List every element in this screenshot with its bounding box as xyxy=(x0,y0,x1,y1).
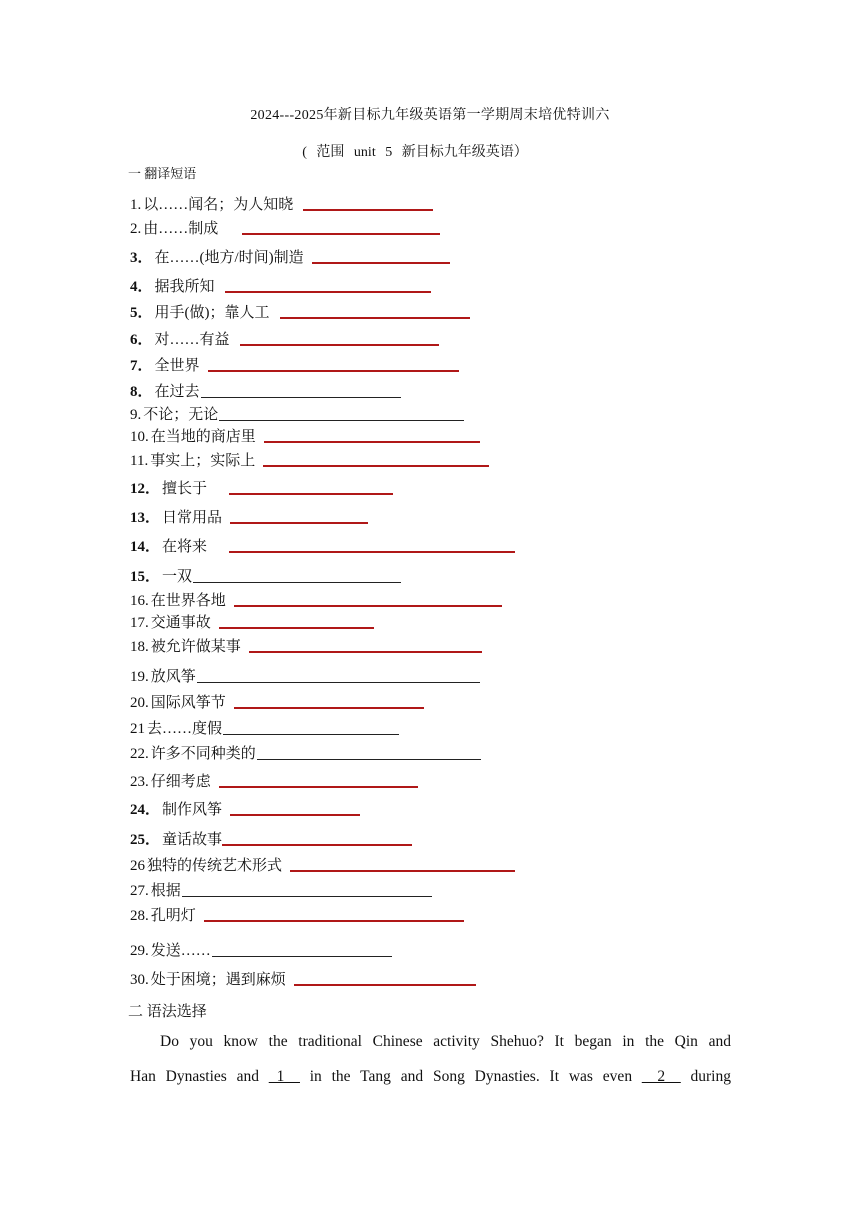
answer-blank[interactable] xyxy=(312,262,450,264)
section-heading-grammar: 二 语法选择 xyxy=(128,1004,207,1020)
answer-blank[interactable] xyxy=(222,844,412,846)
phrase-text: 擅长于 xyxy=(162,481,208,497)
phrase-text: 在世界各地 xyxy=(150,593,226,609)
answer-blank[interactable] xyxy=(219,627,374,629)
answer-blank[interactable] xyxy=(240,344,439,346)
phrase-text: 全世界 xyxy=(154,358,200,374)
answer-blank[interactable] xyxy=(182,896,432,897)
answer-blank[interactable] xyxy=(294,984,476,986)
answer-blank[interactable] xyxy=(230,814,360,816)
answer-blank[interactable] xyxy=(212,956,392,957)
phrase-text: 去……度假 xyxy=(147,721,223,737)
answer-blank[interactable] xyxy=(219,786,418,788)
phrase-item: 29. 发送…… xyxy=(130,940,392,960)
grammar-blank-2[interactable]: __2__ xyxy=(641,1068,681,1085)
phrase-item: 23. 仔细考虑 xyxy=(130,771,418,791)
phrase-item: 2. 由……制成 xyxy=(130,218,440,238)
phrase-item: 7． 全世界 xyxy=(130,355,459,375)
phrase-item: 11. 事实上；实际上 xyxy=(130,450,489,470)
phrase-item: 16. 在世界各地 xyxy=(130,590,502,610)
answer-blank[interactable] xyxy=(290,870,515,872)
phrase-item: 10. 在当地的商店里 xyxy=(130,426,480,446)
phrase-item: 28. 孔明灯 xyxy=(130,905,464,925)
phrase-item: 25． 童话故事 xyxy=(130,829,412,849)
answer-blank[interactable] xyxy=(201,397,401,398)
phrase-item: 19. 放风筝 xyxy=(130,666,480,686)
phrase-item: 22. 许多不同种类的 xyxy=(130,743,481,763)
phrase-item: 15． 一双 xyxy=(130,566,401,586)
phrase-text: 事实上；实际上 xyxy=(150,453,256,469)
answer-blank[interactable] xyxy=(229,493,393,495)
phrase-text: 日常用品 xyxy=(162,510,223,526)
phrase-text: 一双 xyxy=(162,569,193,585)
answer-blank[interactable] xyxy=(223,734,399,735)
phrase-text: 童话故事 xyxy=(162,832,223,848)
answer-blank[interactable] xyxy=(204,920,464,922)
answer-blank[interactable] xyxy=(264,441,480,443)
phrase-text: 在过去 xyxy=(154,384,200,400)
phrase-item: 18. 被允许做某事 xyxy=(130,636,482,656)
phrase-text: 仔细考虑 xyxy=(150,774,211,790)
answer-blank[interactable] xyxy=(263,465,489,467)
passage-line: Do you know the traditional Chinese activity Shehuo? It began in the Qin and xyxy=(160,1033,731,1050)
phrase-item: 17. 交通事故 xyxy=(130,612,374,632)
answer-blank[interactable] xyxy=(229,551,515,553)
phrase-text: 交通事故 xyxy=(150,615,211,631)
phrase-item: 6． 对……有益 xyxy=(130,329,439,349)
phrase-item: 30. 处于困境；遇到麻烦 xyxy=(130,969,476,989)
phrase-item: 13． 日常用品 xyxy=(130,507,368,527)
answer-blank[interactable] xyxy=(242,233,440,235)
phrase-text: 处于困境；遇到麻烦 xyxy=(150,972,286,988)
answer-blank[interactable] xyxy=(208,370,459,372)
phrase-text: 用手(做)；靠人工 xyxy=(154,305,270,321)
answer-blank[interactable] xyxy=(303,209,433,211)
phrase-text: 被允许做某事 xyxy=(150,639,241,655)
phrase-text: 据我所知 xyxy=(154,279,215,295)
phrase-text: 由……制成 xyxy=(143,221,219,237)
phrase-text: 根据 xyxy=(150,883,181,899)
phrase-item: 14． 在将来 xyxy=(130,536,515,556)
phrase-item: 8． 在过去 xyxy=(130,381,401,401)
phrase-text: 在将来 xyxy=(162,539,208,555)
answer-blank[interactable] xyxy=(193,582,401,583)
section-heading-translation: 一 翻译短语 xyxy=(128,166,197,181)
phrase-item: 5． 用手(做)；靠人工 xyxy=(130,302,470,322)
phrase-text: 国际风筝节 xyxy=(150,695,226,711)
phrase-text: 在当地的商店里 xyxy=(150,429,256,445)
worksheet-title: 2024---2025年新目标九年级英语第一学期周末培优特训六 xyxy=(250,108,610,123)
phrase-text: 不论；无论 xyxy=(143,407,219,423)
worksheet-subtitle: ( 范围 unit 5 新目标九年级英语） xyxy=(302,145,528,160)
phrase-item: 1. 以……闻名；为人知晓 xyxy=(130,194,433,214)
phrase-text: 对……有益 xyxy=(154,332,230,348)
answer-blank[interactable] xyxy=(280,317,470,319)
phrase-item: 21 去……度假 xyxy=(130,718,399,738)
grammar-blank-1[interactable]: _1__ xyxy=(268,1068,300,1085)
answer-blank[interactable] xyxy=(219,420,464,421)
phrase-item: 3． 在……(地方/时间)制造 xyxy=(130,247,450,267)
answer-blank[interactable] xyxy=(230,522,368,524)
passage-line: Han Dynasties and _1__ in the Tang and Song Dynasties. It was even __2__ during xyxy=(130,1068,731,1085)
phrase-item: 9. 不论；无论 xyxy=(130,404,464,424)
phrase-item: 26 独特的传统艺术形式 xyxy=(130,855,515,875)
answer-blank[interactable] xyxy=(197,682,480,683)
phrase-text: 以……闻名；为人知晓 xyxy=(143,197,294,213)
answer-blank[interactable] xyxy=(249,651,482,653)
phrase-item: 20. 国际风筝节 xyxy=(130,692,424,712)
phrase-item: 27. 根据 xyxy=(130,880,432,900)
answer-blank[interactable] xyxy=(225,291,431,293)
phrase-text: 制作风筝 xyxy=(162,802,223,818)
phrase-item: 4． 据我所知 xyxy=(130,276,431,296)
phrase-text: 发送…… xyxy=(150,943,211,959)
phrase-text: 放风筝 xyxy=(150,669,196,685)
phrase-text: 孔明灯 xyxy=(150,908,196,924)
phrase-item: 24． 制作风筝 xyxy=(130,799,360,819)
phrase-item: 12． 擅长于 xyxy=(130,478,393,498)
phrase-text: 独特的传统艺术形式 xyxy=(147,858,283,874)
answer-blank[interactable] xyxy=(234,707,424,709)
answer-blank[interactable] xyxy=(257,759,481,760)
answer-blank[interactable] xyxy=(234,605,502,607)
phrase-text: 许多不同种类的 xyxy=(150,746,256,762)
phrase-text: 在……(地方/时间)制造 xyxy=(154,250,304,266)
